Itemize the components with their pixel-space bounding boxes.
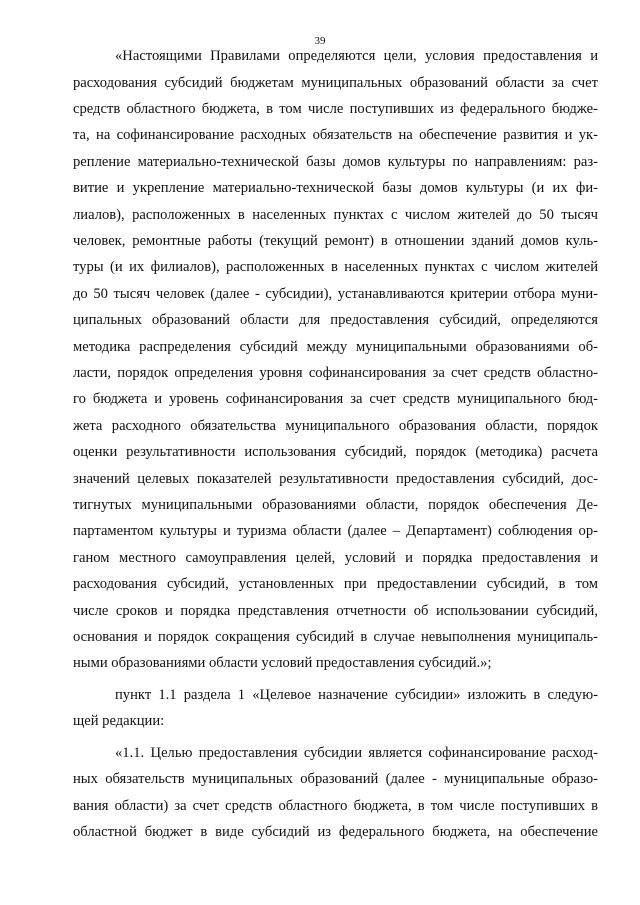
paragraph-line: лиалов), расположенных в населенных пунктах с числом жителей до 50 тысяч <box>73 207 598 223</box>
paragraph-line: пункт 1.1 раздела 1 «Целевое назначение субсидии» изложить в следую- <box>115 687 598 703</box>
page-number: 39 <box>314 35 326 47</box>
paragraph-line: методика распределения субсидий между муниципальными образованиями об- <box>73 339 598 355</box>
paragraph-line: тигнутых муниципальными образованиями области, порядок обеспечения Де- <box>73 497 598 513</box>
paragraph-line: та, на софинансирование расходных обязательств на обеспечение развития и ук- <box>73 127 598 143</box>
paragraph-line: ных обязательств муниципальных образований (далее - муниципальные образо- <box>73 771 598 787</box>
paragraph-line: областной бюджет в виде субсидий из федерального бюджета, на обеспечение <box>73 824 598 840</box>
paragraph-line: ными образованиями области условий предоставления субсидий.»; <box>73 655 492 671</box>
paragraph-line: щей редакции: <box>73 713 165 729</box>
paragraph-line: основания и порядок сокращения субсидий в случае невыполнения муниципаль- <box>73 629 598 645</box>
paragraph-line: «Настоящими Правилами определяются цели, условия предоставления и <box>115 48 598 64</box>
paragraph-line: ганом местного самоуправления целей, условий и порядка предоставления и <box>73 550 598 566</box>
paragraph-line: оценки результативности использования субсидий, порядок (методика) расчета <box>73 444 598 460</box>
paragraph-line: человек, ремонтные работы (текущий ремонт) в отношении зданий домов куль- <box>73 233 598 249</box>
paragraph-line: витие и укрепление материально-технической базы домов культуры (и их фи- <box>73 180 598 196</box>
paragraph-line: ласти, порядок определения уровня софинансирования за счет средств областно- <box>73 365 598 381</box>
paragraph-line: ципальных образований области для предоставления субсидий, определяются <box>73 312 598 328</box>
paragraph-line: репление материально-технической базы домов культуры по направлениям: раз- <box>73 154 598 170</box>
paragraph-line: расходования субсидий бюджетам муниципальных образований области за счет <box>73 75 598 91</box>
paragraph-line: жета расходного обязательства муниципального образования области, порядок <box>73 418 598 434</box>
paragraph-line: средств областного бюджета, в том числе поступивших из федерального бюдже- <box>73 101 598 117</box>
paragraph-line: вания области) за счет средств областного бюджета, в том числе поступивших в <box>73 798 598 814</box>
paragraph-line: значений целевых показателей результативности предоставления субсидий, дос- <box>73 471 598 487</box>
paragraph-line: партаментом культуры и туризма области (далее – Департамент) соблюдения ор- <box>73 523 598 539</box>
paragraph-line: го бюджета и уровень софинансирования за счет средств муниципального бюд- <box>73 391 598 407</box>
paragraph-line: до 50 тысяч человек (далее - субсидии), устанавливаются критерии отбора муни- <box>73 286 598 302</box>
paragraph-line: туры (и их филиалов), расположенных в населенных пунктах с числом жителей <box>73 259 598 275</box>
paragraph-line: расходования субсидий, установленных при предоставлении субсидий, в том <box>73 576 598 592</box>
paragraph-line: числе сроков и порядка представления отчетности об использовании субсидий, <box>73 603 598 619</box>
paragraph-line: «1.1. Целью предоставления субсидии является софинансирование расход- <box>115 745 598 761</box>
